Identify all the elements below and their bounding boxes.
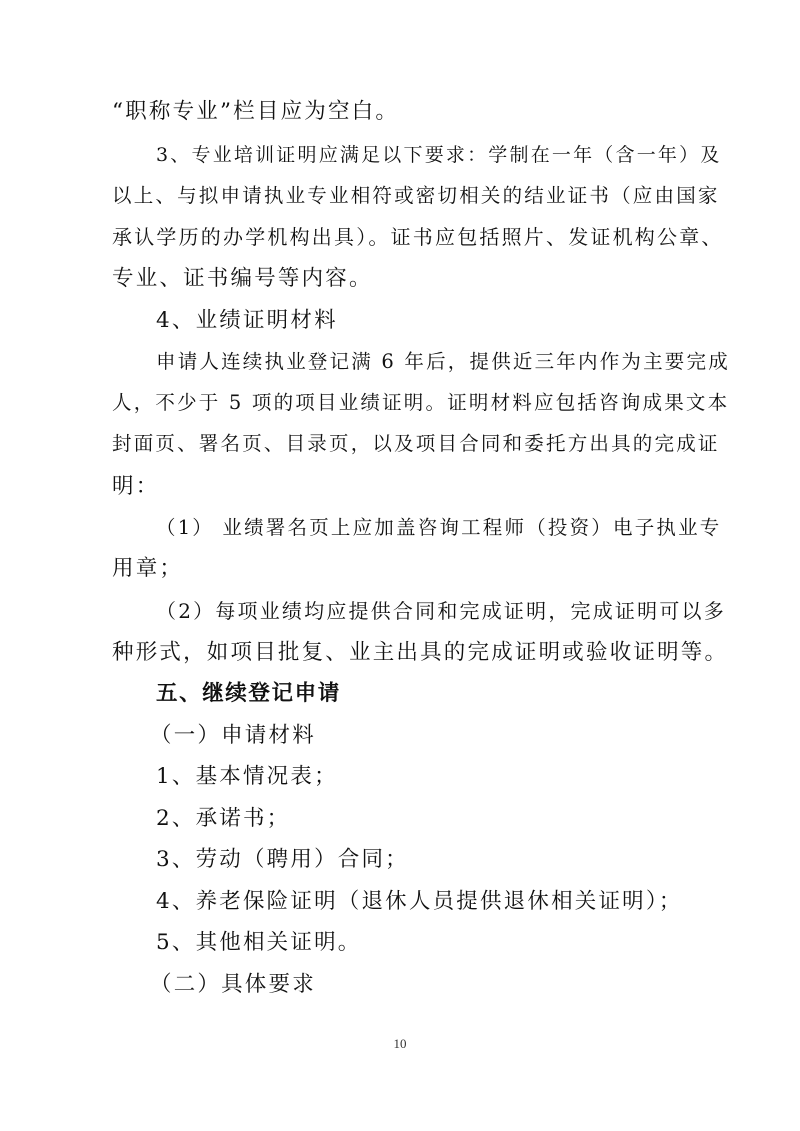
list-item: 1、基本情况表； [156,764,338,789]
section-heading: 五、继续登记申请 [156,681,341,706]
subsection-heading: （二）具体要求 [150,972,316,997]
subsection-heading: （一）申请材料 [150,723,316,748]
paragraph-line: 专业、证书编号等内容。 [112,266,373,291]
paragraph-line: 封面页、署名页、目录页，以及项目合同和委托方出具的完成证 [112,432,720,455]
paragraph-line: 人，不少于 5 项的项目业绩证明。证明材料应包括咨询成果文本 [112,391,730,414]
paragraph-line: 用章； [112,556,184,581]
list-item: （1） 业绩署名页上应加盖咨询工程师（投资）电子执业专 [156,516,722,539]
list-item: 4、养老保险证明（退休人员提供退休相关证明）； [156,889,683,914]
paragraph-line: “职称专业”栏目应为空白。 [112,99,400,124]
list-item: （2）每项业绩均应提供合同和完成证明，完成证明可以多 [156,599,726,623]
paragraph-line: 申请人连续执业登记满 6 年后，提供近三年内作为主要完成 [156,350,730,373]
section-heading: 4、业绩证明材料 [156,308,338,333]
paragraph-line: 种形式，如项目批复、业主出具的完成证明或验收证明等。 [112,640,729,665]
paragraph-line: 承认学历的办学机构出具）。证书应包括照片、发证机构公章、 [112,225,724,249]
list-item: 2、承诺书； [156,806,291,831]
paragraph-line: 3、专业培训证明应满足以下要求：学制在一年（含一年）及 [156,144,722,166]
list-item: 3、劳动（聘用）合同； [156,847,409,872]
page-number: 10 [393,1036,407,1051]
paragraph-line: 以上、与拟申请执业专业相符或密切相关的结业证书（应由国家 [112,184,720,207]
list-item: 5、其他相关证明。 [156,930,362,955]
paragraph-line: 明： [112,474,160,499]
